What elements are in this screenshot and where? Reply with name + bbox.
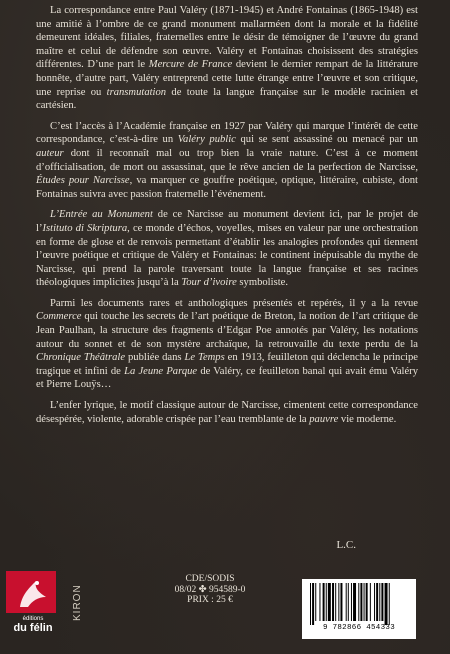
text-segment: dont il reconnaît mal ou trop bien la vraie nature. C’est à ce moment d’officialisation, de mort ou assassinat, que le rêve ancien de la perfection de Narcisse,: [36, 147, 418, 173]
italic-text: Valéry public: [177, 134, 236, 146]
code-line: 08/02 ✤ 954589-0: [174, 584, 246, 595]
text-segment: en 1913, feuilleton qui déclencha le principe tragique et infini de: [36, 352, 418, 377]
text-segment: publiée dans: [125, 352, 185, 364]
text-segment: de toute la langue française sur le modèle racinien et cartésien.: [36, 86, 418, 112]
price: PRIX : 25 €: [187, 595, 233, 605]
publisher-logo: [6, 571, 56, 639]
text-segment: symboliste.: [236, 277, 288, 289]
signature: L.C.: [336, 539, 356, 551]
series-name: [72, 577, 86, 627]
paragraph: [36, 297, 418, 392]
text-segment: de ce Narcisse au monument devient ici, par le projet de l’: [36, 209, 419, 234]
barcode: [302, 579, 416, 639]
text-segment: L’enfer lyrique, le motif classique autour de Narcisse, cimentent cette correspondance désespérée, violente, adorable crispée par l’eau tremblante de la: [36, 400, 418, 425]
text-segment: qui touche les secrets de l’art poétique de Breton, la notion de l’art critique de Jean Paulhan, la structure des fragments d’Edgar Poe annotés par Valéry, les notations autour du sonnet et de son mystère archaïque, la retrouvaille du texte perdu de la: [36, 311, 418, 350]
italic-text: auteur: [36, 147, 64, 159]
italic-text: Mercure de France: [148, 59, 233, 71]
distribution-info: [165, 574, 255, 606]
italic-text: La Jeune Parque: [124, 365, 198, 377]
italic-text: Tour d’ivoire: [181, 277, 237, 289]
text-segment: , ce monde d’échos, voyelles, mises en valeur par une orchestration en forme de glose et de renvois permettant d’établir les analogies profondes qui tiennent l’œuvre poétique et critique de Valéry et Fontainas: le continent inépuisable du mythe de Narcisse, qui prend la parole traversant toute la langue française et ses racines théologiques implicites jusqu’à la: [36, 222, 419, 289]
italic-text: Istituto di Skriptura: [42, 222, 128, 234]
publisher-name: du félin: [13, 622, 53, 634]
text-segment: , va marquer ce gouffre poétique, optique, littéraire, cubiste, dont Fontainas suivra avec passion fraternelle l’événement.: [36, 175, 419, 200]
italic-text: Le Temps: [184, 352, 225, 364]
series-label: KIRON: [72, 584, 83, 621]
text-segment: de Valéry, ce feuilleton banal qui avait ému Valéry et Pierre Louÿs…: [36, 365, 418, 391]
text-segment: Parmi les documents rares et anthologiques présentés et repérés, il y a la revue: [50, 297, 418, 309]
barcode-digits: 9 782866 454333: [322, 624, 395, 632]
distributor: CDE/SODIS: [185, 574, 235, 584]
paragraph: [36, 208, 418, 290]
italic-text: Chronique Théâtrale: [36, 352, 126, 364]
italic-text: L’Entrée au Monument: [50, 209, 153, 221]
italic-text: transmutation: [106, 86, 167, 98]
paragraph: [36, 120, 418, 202]
barcode-icon: [310, 583, 408, 625]
paragraph: [36, 4, 418, 113]
back-cover-text: [36, 4, 418, 426]
text-segment: La correspondance entre Paul Valéry (1871-1945) et André Fontainas (1865-1948) est une amitié à l’ombre de ce grand monument mallarméen dont la morale et la fidélité demeurent idéales, filiales, fraternelles entre le désir de témoigner de l’œuvre du grand maître et celui de défendre son œuvre. Valéry et Fontainas choisissent des stratégies différentes. D’une part le: [36, 5, 418, 71]
paragraph: [36, 399, 418, 426]
publisher-label: éditions: [22, 616, 44, 622]
italic-text: Commerce: [36, 311, 82, 323]
text-segment: qui se sent assassiné ou menacé par un: [235, 134, 418, 146]
italic-text: Études pour Narcisse: [36, 175, 130, 187]
text-segment: vie moderne.: [338, 413, 397, 425]
footer: [0, 571, 450, 654]
text-segment: C’est l’accès à l’Académie française en 1927 par Valéry qui marque l’intérêt de cette correspondance, c’est-à-dire un: [36, 120, 418, 146]
italic-text: pauvre: [309, 413, 339, 425]
clover-icon: ✤: [198, 584, 207, 595]
publisher-logo-icon: [6, 571, 56, 613]
text-segment: devient le dernier rempart de la littérature honnête, d’autre part, Valéry entreprend cette lutte étrange entre l’œuvre et son critique, une reprise ou: [36, 59, 419, 98]
